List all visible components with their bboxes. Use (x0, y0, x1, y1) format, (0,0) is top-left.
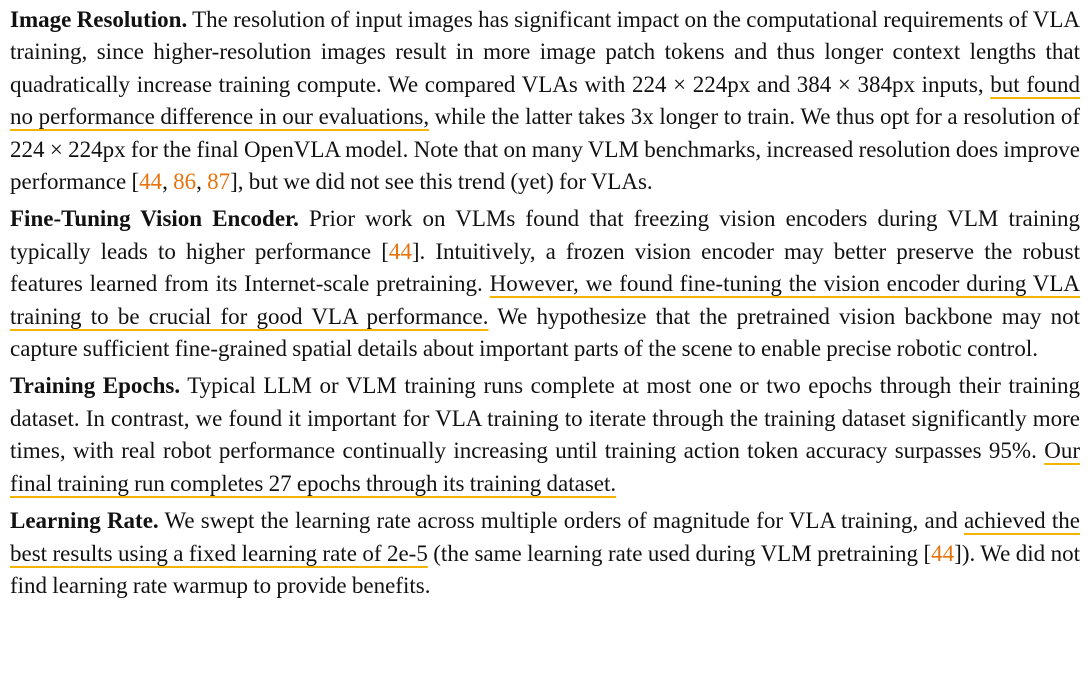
highlighted-text: Our final training run completes 27 epochs through its training dataset. (10, 438, 1080, 496)
paragraph-fine-tuning-vision-encoder (10, 203, 1080, 365)
body-text: , (196, 169, 208, 195)
body-text: , (162, 169, 174, 195)
paragraph-title: Training Epochs. (10, 373, 181, 399)
paragraph-title: Image Resolution. (10, 7, 188, 32)
body-text: We swept the learning rate across multiple orders of magnitude for VLA training, and (158, 508, 964, 534)
body-text: while the latter takes 3x longer to train. We thus opt for a resolution of 224 × 224px for the final OpenVLA model. Note that on many VLM benchmarks, increased resolution does improve performance [ (10, 104, 1080, 195)
citation-link[interactable]: 87 (207, 169, 231, 195)
citation-link[interactable]: 44 (931, 540, 955, 566)
highlighted-text: achieved the best results using a fixed learning rate of 2e-5 (10, 508, 1080, 566)
body-text: ]). We did not find learning rate warmup to provide benefits. (10, 540, 1081, 598)
citation-link[interactable]: 86 (173, 169, 197, 195)
citation-link[interactable]: 44 (388, 238, 412, 264)
body-text: Typical LLM or VLM training runs complete at most one or two epochs through their training dataset. In contrast, we found it important for VLA training to iterate through the training dataset significantly more times, with real robot performance continually increasing until training action token accuracy surpasses 95%. (10, 373, 1080, 464)
body-text: We hypothesize that the pretrained vision backbone may not capture sufficient fine-grained spatial details about important parts of the scene to enable precise robotic control. (10, 303, 1080, 362)
body-text: The resolution of input images has significant impact on the computational requirements of VLA training, since higher-resolution images result in more image patch tokens and thus longer context lengths that quadratically increase training compute. We compared VLAs with 224 × 224px and 384 × 384px inputs, (10, 7, 1080, 97)
body-text: (the same learning rate used during VLM pretraining [ (427, 540, 932, 566)
paragraph-image-resolution (10, 4, 1080, 198)
paragraph-title: Learning Rate. (10, 508, 159, 534)
paragraph-title: Fine-Tuning Vision Encoder. (10, 206, 299, 232)
body-text: ], but we did not see this trend (yet) for VLAs. (230, 169, 653, 195)
paragraph-learning-rate (10, 505, 1080, 602)
body-text: Prior work on VLMs found that freezing vision encoders during VLM training typically leads to higher performance [ (10, 206, 1080, 264)
citation-link[interactable]: 44 (139, 169, 163, 195)
paragraph-training-epochs (10, 370, 1080, 500)
body-text: ]. Intuitively, a frozen vision encoder may better preserve the robust features learned from its Internet-scale pretraining. (10, 238, 1080, 297)
highlighted-text: but found no performance difference in our evaluations, (10, 71, 1080, 130)
highlighted-text: However, we found fine-tuning the vision encoder during VLA training to be crucial for good VLA performance. (10, 271, 1080, 329)
